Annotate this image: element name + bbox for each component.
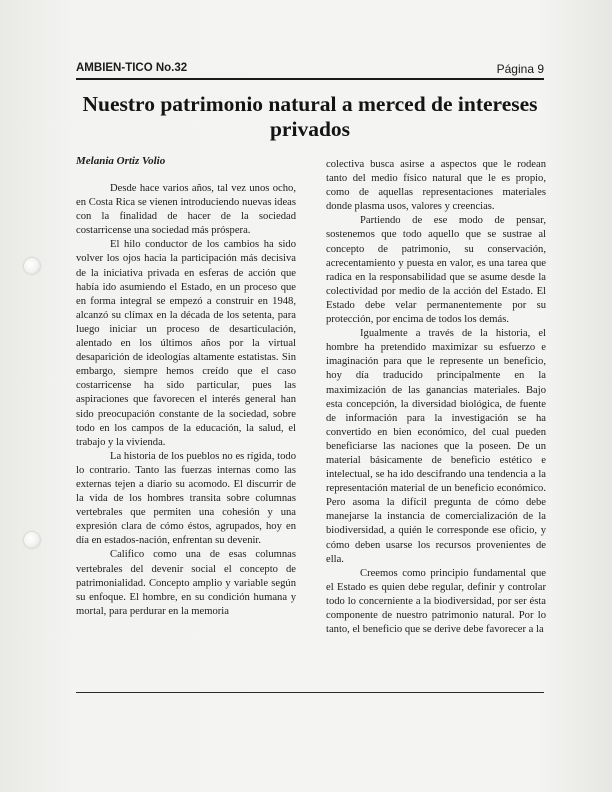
article-author: Melania Ortiz Volio xyxy=(76,155,166,167)
paragraph: colectiva busca asirse a aspectos que le rodean tanto del medio físico natural que le es propio, como de aquellas representaciones materiales donde plasma usos, valores y creencias. xyxy=(326,159,546,213)
paragraph: Creemos como principio fundamental que el Estado es quien debe regular, definir y controlar todo lo concerniente a la biodiversidad, por ser ésta componente de nuestro patrimonio natural. Por lo tanto, el beneficio que se derive debe favorecer a la xyxy=(326,567,546,636)
paragraph: Califico como una de esas columnas vertebrales del devenir social el concepto de patrimonialidad. Concepto amplio y variable según su enfoque. El hombre, en su condición humana y mortal, para perdurar en la memoria xyxy=(76,549,296,617)
punch-hole xyxy=(24,258,40,274)
paragraph: Igualmente a través de la historia, el hombre ha pretendido maximizar su esfuerzo e imaginación para que le represente un beneficio, hoy día traducido principalmente en la maximización de las ganancias materiales. Bajo esta concepción, la diversidad biológica, de fuente de información para la investigación se ha convertido en bien económico, del cual pueden beneficiarse las naciones que la poseen. De un material básicamente de beneficio estético e intelectual, se ha ido descifrando una tendencia a la representación material de un beneficio económico. Pero asoma la difícil pregunta de cómo debe manejarse la instancia de comercialización de la biodiversidad, a quién le corresponde ese oficio, y cómo deben usarse los recursos provenientes de ella. xyxy=(326,328,546,565)
left-column xyxy=(76,182,296,619)
paragraph: Desde hace varios años, tal vez unos ocho, en Costa Rica se vienen introduciendo nuevas ideas con la finalidad de hacer de la sociedad costarricense una sociedad más próspera. xyxy=(76,183,296,237)
page-number: Página 9 xyxy=(496,62,544,76)
paragraph: Partiendo de ese modo de pensar, sostenemos que todo aquello que se sustrae al concepto de patrimonio, su conservación, acrecentamiento y puesta en valor, es una tarea que radica en la responsabilidad que se asume desde la colectividad por medio de la acción del Estado. El Estado debe velar permanentemente por su protección, por encima de todos los demás. xyxy=(326,215,546,326)
right-column xyxy=(326,158,546,637)
article-title: Nuestro patrimonio natural a merced de intereses privados xyxy=(82,92,538,141)
magazine-name: AMBIEN-TICO No.32 xyxy=(76,62,188,74)
footer-rule xyxy=(76,692,544,693)
paragraph: La historia de los pueblos no es rígida, todo lo contrario. Tanto las fuerzas internas como las externas tejen a diario su acomodo. El discurrir de la vida de los hombres transita sobre columnas vertebrales que permiten una cohesión y una expresión clara de cómo éstos, agrupados, hoy en día en estados-nación, enfrentan su devenir. xyxy=(76,450,296,547)
header-rule xyxy=(76,78,544,80)
punch-hole xyxy=(24,532,40,548)
paragraph: El hilo conductor de los cambios ha sido volver los ojos hacia la participación más decisiva de la iniciativa privada en esferas de acción que había ido asumiendo el Estado, en un proceso que en forma integral se empezó a construir en 1948, alcanzó su clímax en la década de los setenta, para luego iniciar un proceso de desarticulación, alentado en los últimos años por la virtual desaparición de ideologías altamente estatistas. Sin embargo, siempre hemos creído que el caso costarricense ha sido particular, pues las aspiraciones que favorecen el interés general han sido preocupación constante de la sociedad, sobre todo en los campos de la educación, la salud, el trabajo y la vivienda. xyxy=(76,239,296,448)
